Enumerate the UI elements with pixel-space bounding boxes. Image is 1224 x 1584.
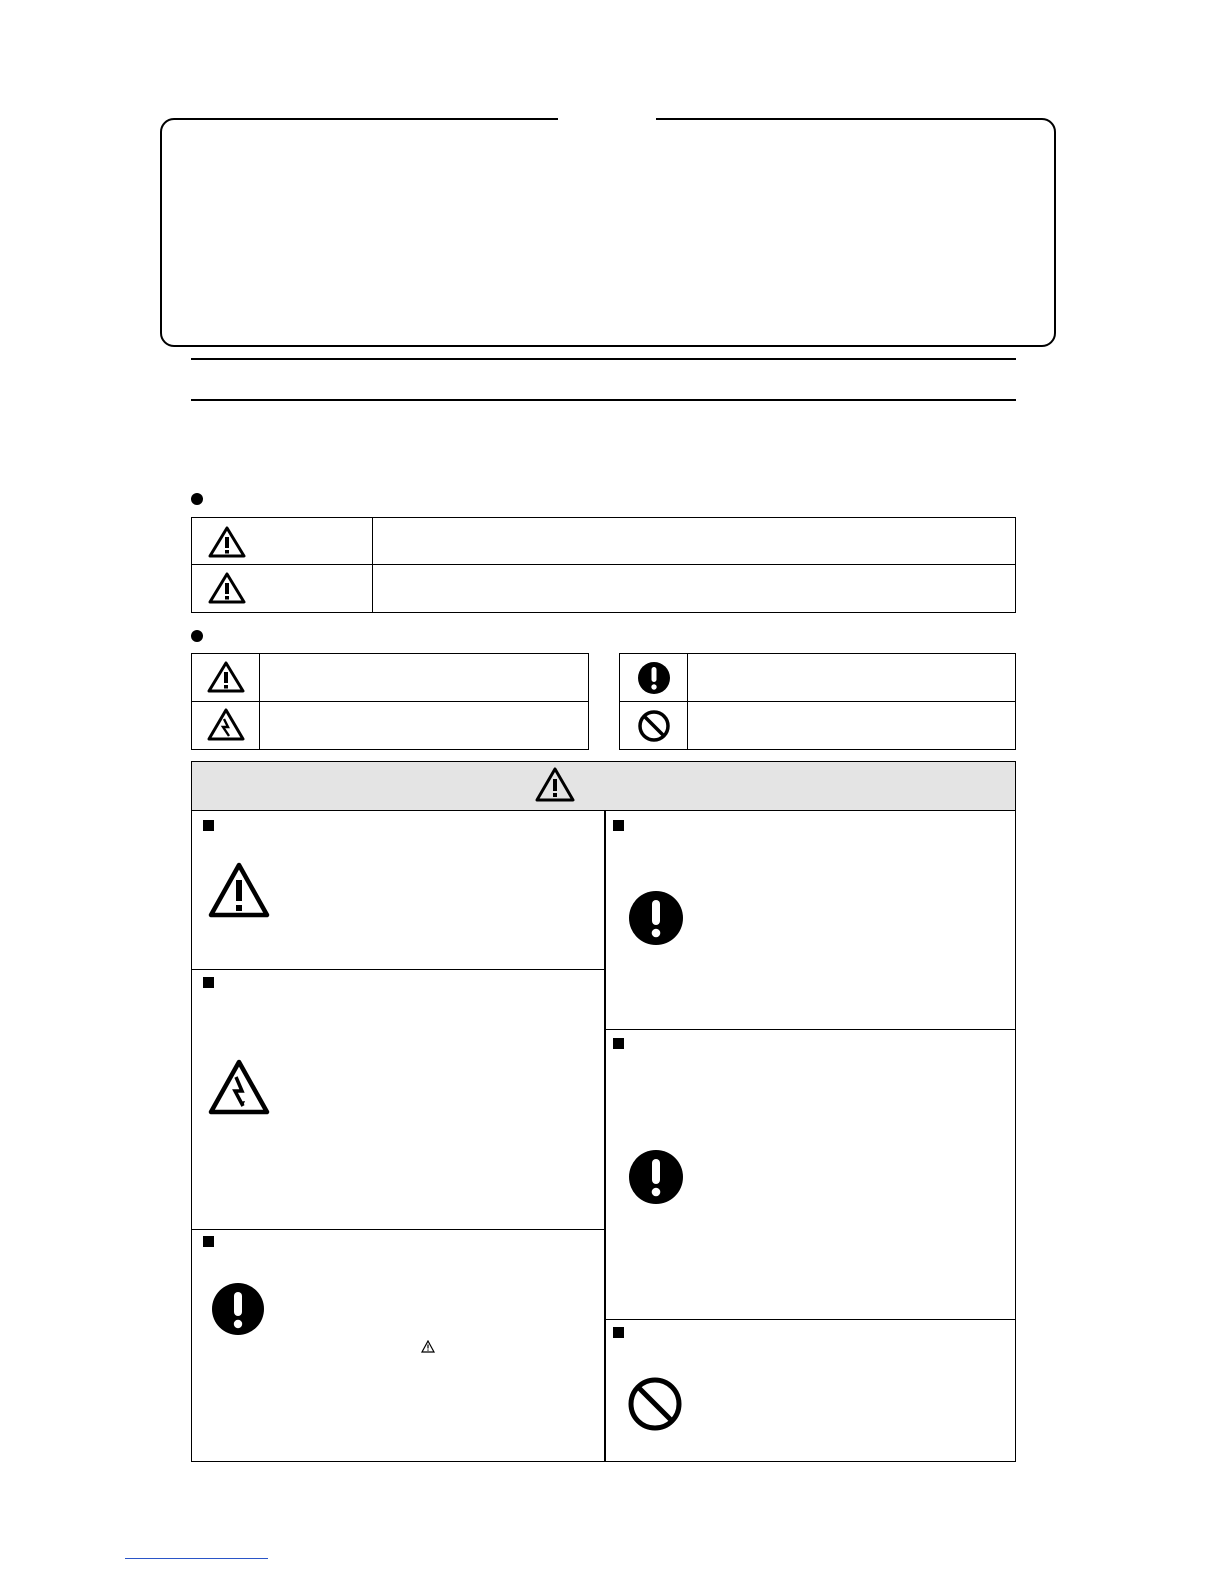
footer-link-underline[interactable] bbox=[125, 1558, 268, 1559]
section-bullet bbox=[191, 630, 203, 642]
item-bullet bbox=[613, 1038, 624, 1049]
section-bullet bbox=[191, 493, 203, 505]
left-row-divider bbox=[191, 969, 604, 970]
heading-rule-top bbox=[191, 358, 1016, 360]
item-bullet bbox=[203, 1236, 214, 1247]
notice-box-title-gap bbox=[558, 110, 656, 126]
mandatory-action-icon bbox=[628, 890, 684, 946]
mandatory-action-icon bbox=[211, 1282, 265, 1336]
warning-triangle-icon bbox=[535, 767, 575, 802]
item-bullet bbox=[613, 1327, 624, 1338]
right-row-divider bbox=[604, 1029, 1016, 1030]
electric-shock-triangle-icon bbox=[207, 708, 245, 742]
warning-panel-column-divider bbox=[604, 810, 606, 1462]
prohibition-icon bbox=[627, 1376, 683, 1432]
mandatory-action-icon bbox=[637, 661, 671, 695]
signal-table-row-divider bbox=[191, 564, 1016, 565]
warning-triangle-icon bbox=[208, 572, 246, 604]
left-row-divider bbox=[191, 1229, 604, 1230]
warning-triangle-icon bbox=[207, 661, 245, 693]
legend-left-row-divider bbox=[191, 701, 589, 702]
heading-rule-bottom bbox=[191, 399, 1016, 401]
item-bullet bbox=[203, 977, 214, 988]
warning-panel-header bbox=[191, 761, 1016, 811]
legend-right-row-divider bbox=[619, 701, 1016, 702]
item-bullet bbox=[203, 820, 214, 831]
mandatory-action-icon bbox=[628, 1149, 684, 1205]
warning-triangle-icon bbox=[208, 862, 270, 918]
warning-triangle-icon bbox=[208, 526, 246, 558]
right-row-divider bbox=[604, 1319, 1016, 1320]
signal-table-divider bbox=[372, 517, 373, 613]
item-bullet bbox=[613, 820, 624, 831]
prohibition-icon bbox=[637, 709, 671, 743]
notice-box bbox=[160, 118, 1056, 347]
electric-shock-triangle-icon bbox=[208, 1059, 270, 1115]
signal-word-table bbox=[191, 517, 1016, 613]
warning-triangle-icon bbox=[421, 1340, 435, 1353]
